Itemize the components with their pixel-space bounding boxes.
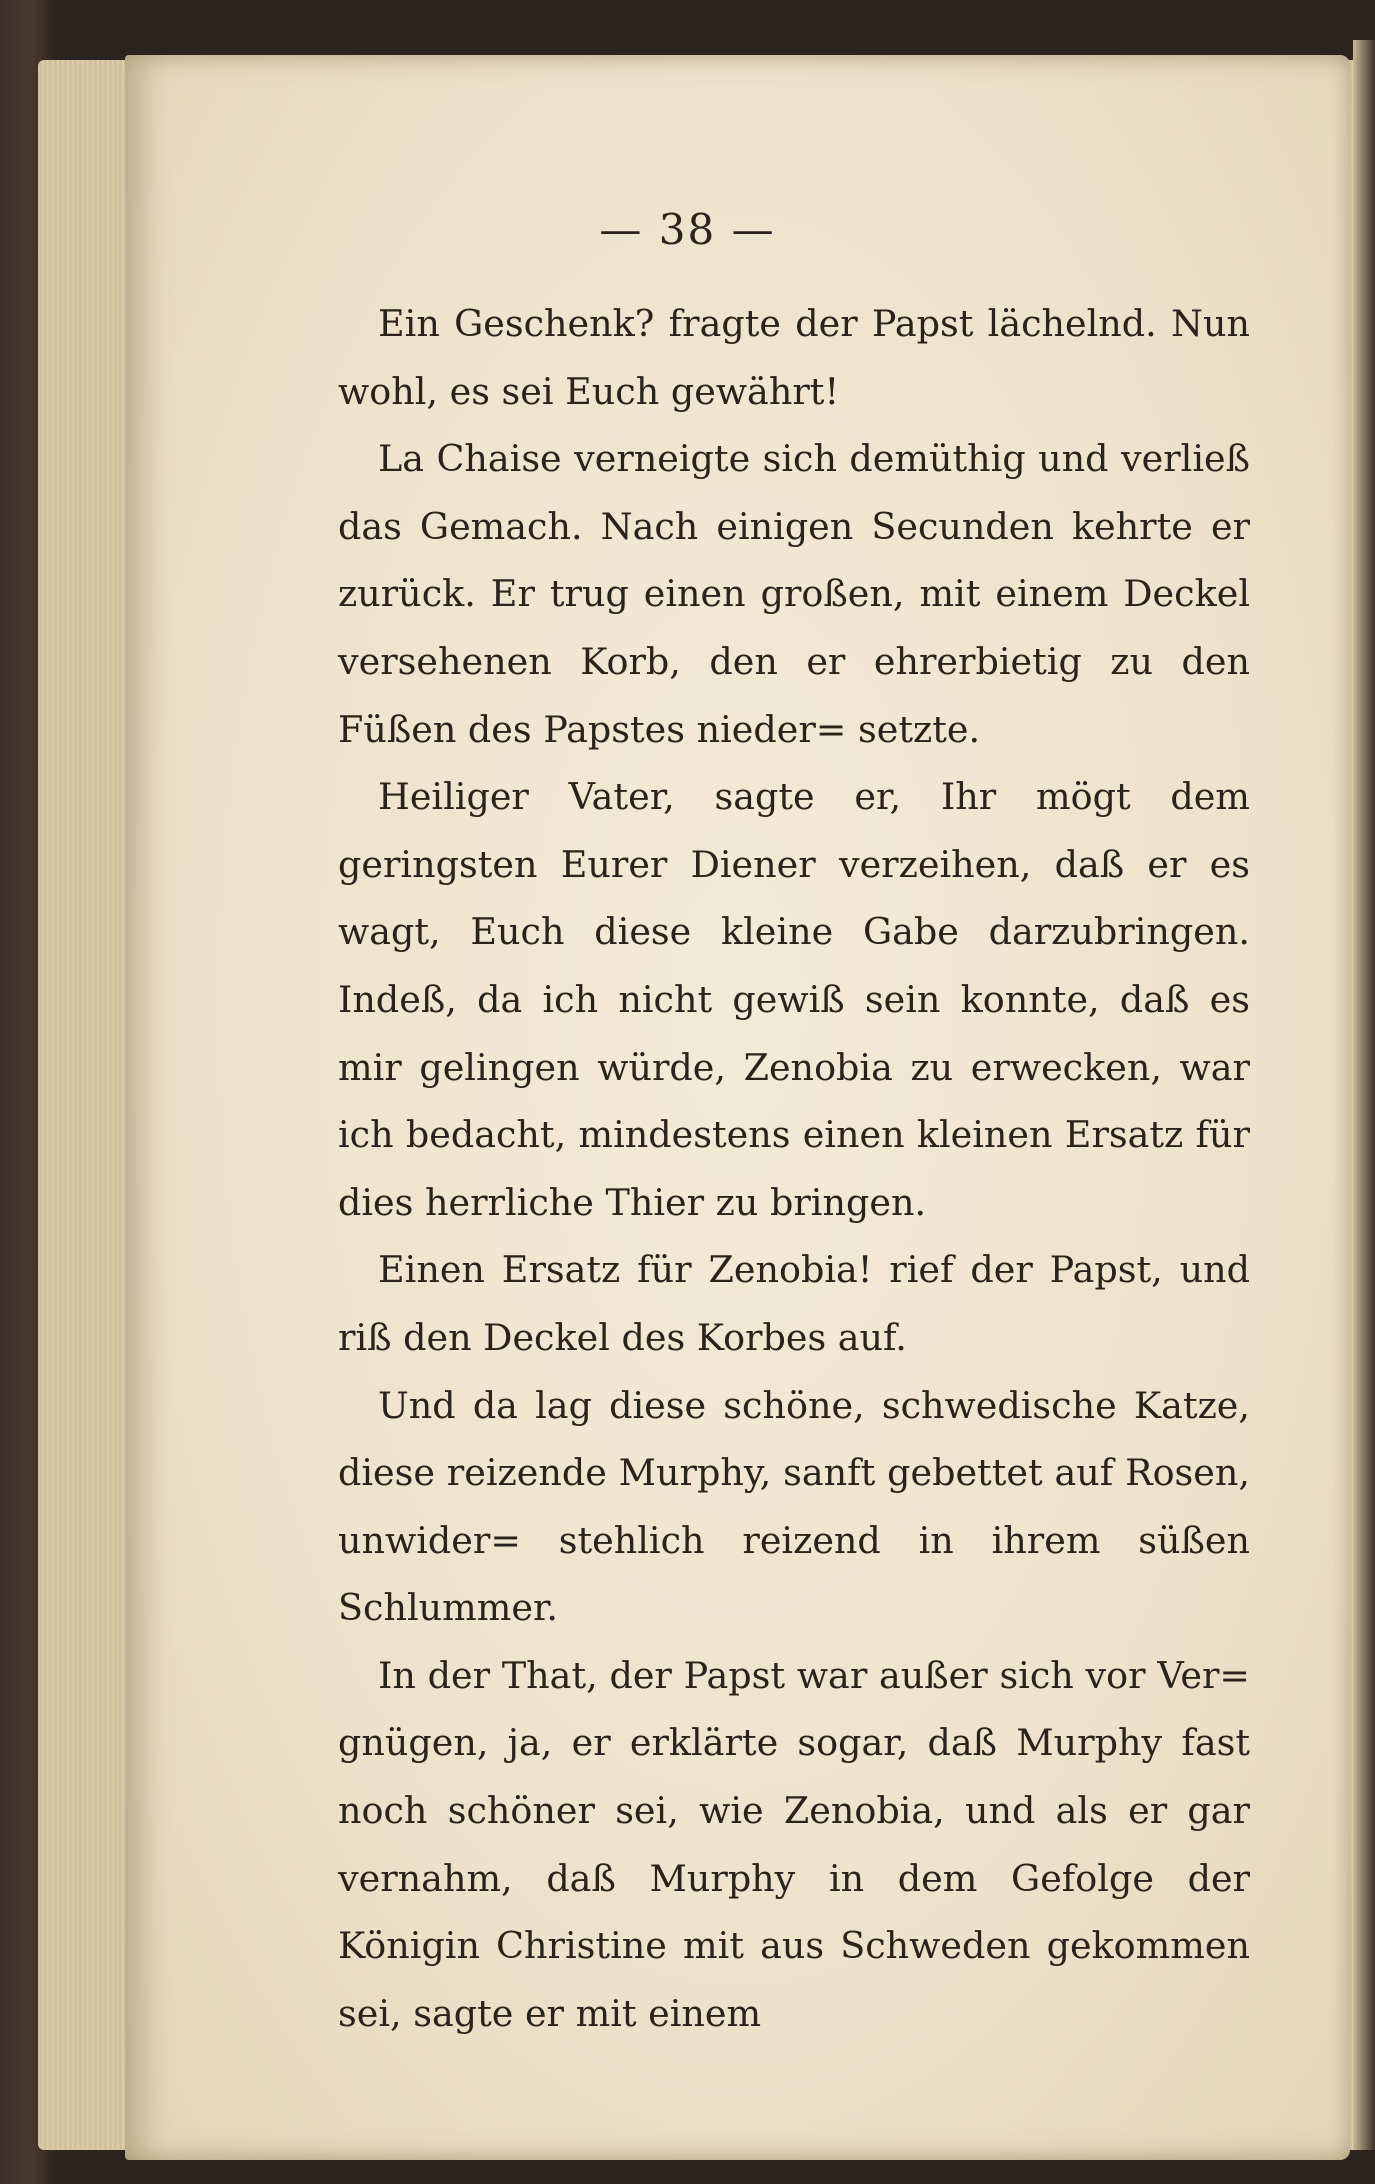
book-cover-edge [1353, 40, 1375, 2150]
paragraph: Heiliger Vater, sagte er, Ihr mögt dem geringsten Eurer Diener verzeihen, daß er es wagt, Euch diese kleine Gabe darzubringen. Indeß, da ich nicht gewiß sein konnte, daß es mir gelingen würde, Zenobia zu erwecken, war ich bedacht, mindestens einen kleinen Ersatz für dies herrliche Thier zu bringen. [338, 775, 1250, 1224]
paragraph: Und da lag diese schöne, schwedische Katze, diese reizende Murphy, sanft gebettet auf Rosen, unwider= stehlich reizend in ihrem süßen Schlummer. [338, 1383, 1250, 1630]
body-text [338, 290, 1250, 2047]
paragraph: La Chaise verneigte sich demüthig und verließ das Gemach. Nach einigen Secunden kehrte er zurück. Er trug einen großen, mit einem Deckel versehenen Korb, den er ehrerbietig zu den Füßen des Papstes nieder= setzte. [338, 437, 1250, 751]
paragraph: Einen Ersatz für Zenobia! rief der Papst, und riß den Deckel des Korbes auf. [338, 1248, 1250, 1359]
paragraph: In der That, der Papst war außer sich vor Ver= gnügen, ja, er erklärte sogar, daß Murphy fast noch schöner sei, wie Zenobia, und als er gar vernahm, daß Murphy in dem Gefolge der Königin Christine mit aus Schweden gekommen sei, sagte er mit einem [338, 1653, 1250, 2035]
page-number: — 38 — [599, 205, 776, 254]
paragraph: Ein Geschenk? fragte der Papst lächelnd. Nun wohl, es sei Euch gewährt! [338, 302, 1250, 413]
